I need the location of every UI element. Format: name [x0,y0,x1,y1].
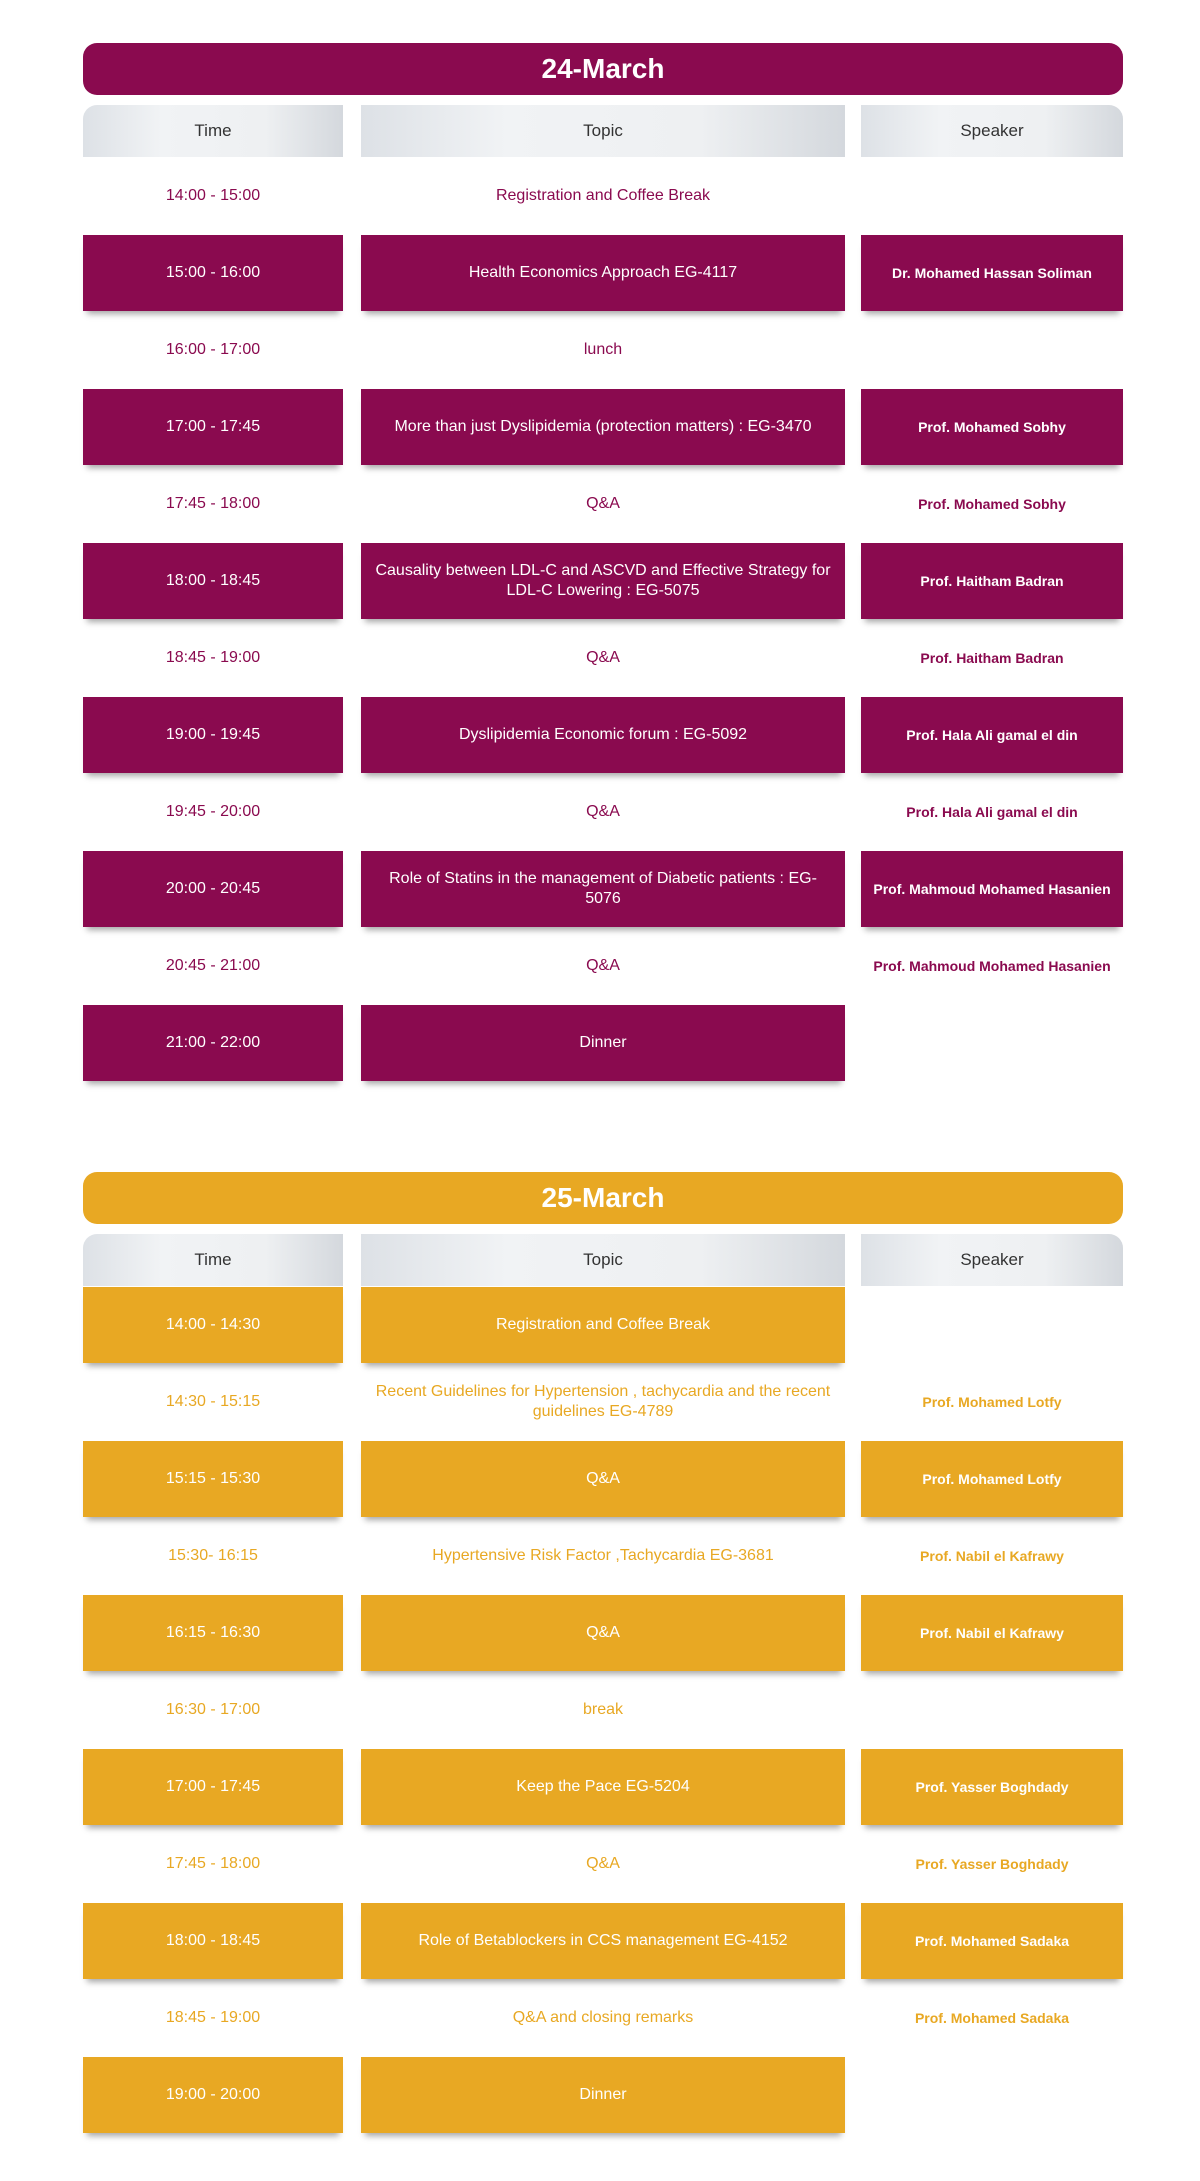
topic-cell: Dyslipidemia Economic forum : EG-5092 [361,697,845,773]
speaker-cell: Prof. Yasser Boghdady [861,1749,1123,1825]
topic-cell: Dinner [361,1005,845,1081]
time-cell: 20:00 - 20:45 [83,851,343,927]
schedule-row [83,1826,1123,1902]
topic-cell: Q&A [361,1595,845,1671]
speaker-cell: Prof. Mohamed Sadaka [861,1903,1123,1979]
day-header: 24-March [83,43,1123,95]
topic-cell: Q&A [361,1441,845,1517]
speaker-cell: Prof. Haitham Badran [861,543,1123,619]
topic-cell: Causality between LDL-C and ASCVD and Effective Strategy for LDL-C Lowering : EG-5075 [361,543,845,619]
topic-cell: Health Economics Approach EG-4117 [361,235,845,311]
column-headers [83,1234,1123,1286]
speaker-cell: Prof. Mahmoud Mohamed Hasanien [861,851,1123,927]
schedule-row [83,1903,1123,1979]
speaker-cell: Prof. Haitham Badran [920,650,1064,666]
time-cell: 18:45 - 19:00 [165,2009,261,2026]
schedule-row [83,774,1123,850]
time-cell: 18:00 - 18:45 [83,543,343,619]
schedule-row [83,1980,1123,2056]
time-cell: 20:45 - 21:00 [165,957,261,974]
topic-cell: Registration and Coffee Break [495,187,711,204]
schedule-row [83,2057,1123,2133]
speaker-cell: Prof. Hala Ali gamal el din [906,804,1078,820]
schedule-row [83,1595,1123,1671]
topic-cell: Q&A [586,1855,620,1872]
topic-cell: Keep the Pace EG-5204 [361,1749,845,1825]
time-cell: 14:00 - 14:30 [83,1287,343,1363]
schedule-row [83,312,1123,388]
schedule-rows [83,1287,1123,2133]
topic-cell: Q&A [586,957,620,974]
speaker-cell: Prof. Nabil el Kafrawy [861,1595,1123,1671]
time-column-header: Time [83,1234,343,1286]
schedule-row [83,851,1123,927]
time-cell: 19:45 - 20:00 [165,803,261,820]
time-cell: 16:00 - 17:00 [165,341,261,358]
time-cell: 16:30 - 17:00 [165,1701,261,1718]
topic-cell: Dinner [361,2057,845,2133]
time-column-header: Time [83,105,343,157]
time-cell: 21:00 - 22:00 [83,1005,343,1081]
speaker-cell: Prof. Hala Ali gamal el din [861,697,1123,773]
topic-cell: Q&A [586,495,620,512]
topic-cell: Q&A and closing remarks [512,2009,694,2026]
time-cell: 14:00 - 15:00 [165,187,261,204]
schedule-row [83,928,1123,1004]
time-cell: 18:45 - 19:00 [165,649,261,666]
schedule-row [83,1287,1123,1363]
topic-cell: Hypertensive Risk Factor ,Tachycardia EG-3681 [432,1547,774,1564]
schedule-row [83,697,1123,773]
time-cell: 15:15 - 15:30 [83,1441,343,1517]
schedule-row [83,1364,1123,1440]
topic-cell: Q&A [586,649,620,666]
time-cell: 18:00 - 18:45 [83,1903,343,1979]
schedule-row [83,1518,1123,1594]
schedule-row [83,158,1123,234]
speaker-cell: Prof. Mohamed Sadaka [914,2010,1070,2026]
time-cell: 14:30 - 15:15 [165,1393,261,1410]
schedule-row [83,235,1123,311]
day-section-25-march [83,1172,1123,2133]
topic-cell: lunch [583,341,623,358]
topic-cell: Recent Guidelines for Hypertension , tachycardia and the recent guidelines EG-4789 [375,1383,831,1420]
time-cell: 19:00 - 19:45 [83,697,343,773]
time-cell: 19:00 - 20:00 [83,2057,343,2133]
time-cell: 15:00 - 16:00 [83,235,343,311]
schedule-row [83,466,1123,542]
time-cell: 16:15 - 16:30 [83,1595,343,1671]
day-section-24-march [83,43,1123,1081]
speaker-column-header: Speaker [861,1234,1123,1286]
schedule-row [83,1672,1123,1748]
schedule-rows [83,158,1123,1081]
speaker-cell: Prof. Yasser Boghdady [915,1856,1069,1872]
schedule-row [83,389,1123,465]
column-headers [83,105,1123,157]
speaker-cell: Prof. Mohamed Lotfy [922,1394,1062,1410]
schedule-row [83,1749,1123,1825]
topic-cell: Q&A [586,803,620,820]
topic-cell: More than just Dyslipidemia (protection matters) : EG-3470 [361,389,845,465]
time-cell: 17:00 - 17:45 [83,1749,343,1825]
speaker-cell: Prof. Mohamed Sobhy [861,389,1123,465]
schedule-row [83,543,1123,619]
time-cell: 15:30- 16:15 [168,1547,258,1564]
topic-column-header: Topic [361,105,845,157]
speaker-cell: Dr. Mohamed Hassan Soliman [861,235,1123,311]
schedule-row [83,1005,1123,1081]
speaker-cell: Prof. Mahmoud Mohamed Hasanien [873,958,1111,974]
speaker-cell: Prof. Nabil el Kafrawy [920,1548,1064,1564]
time-cell: 17:45 - 18:00 [165,495,261,512]
schedule-row [83,620,1123,696]
topic-column-header: Topic [361,1234,845,1286]
time-cell: 17:45 - 18:00 [165,1855,261,1872]
topic-cell: Registration and Coffee Break [361,1287,845,1363]
speaker-column-header: Speaker [861,105,1123,157]
time-cell: 17:00 - 17:45 [83,389,343,465]
day-header: 25-March [83,1172,1123,1224]
topic-cell: Role of Betablockers in CCS management EG-4152 [361,1903,845,1979]
speaker-cell: Prof. Mohamed Lotfy [861,1441,1123,1517]
speaker-cell: Prof. Mohamed Sobhy [918,496,1066,512]
topic-cell: break [582,1701,624,1718]
topic-cell: Role of Statins in the management of Diabetic patients : EG-5076 [361,851,845,927]
schedule-row [83,1441,1123,1517]
